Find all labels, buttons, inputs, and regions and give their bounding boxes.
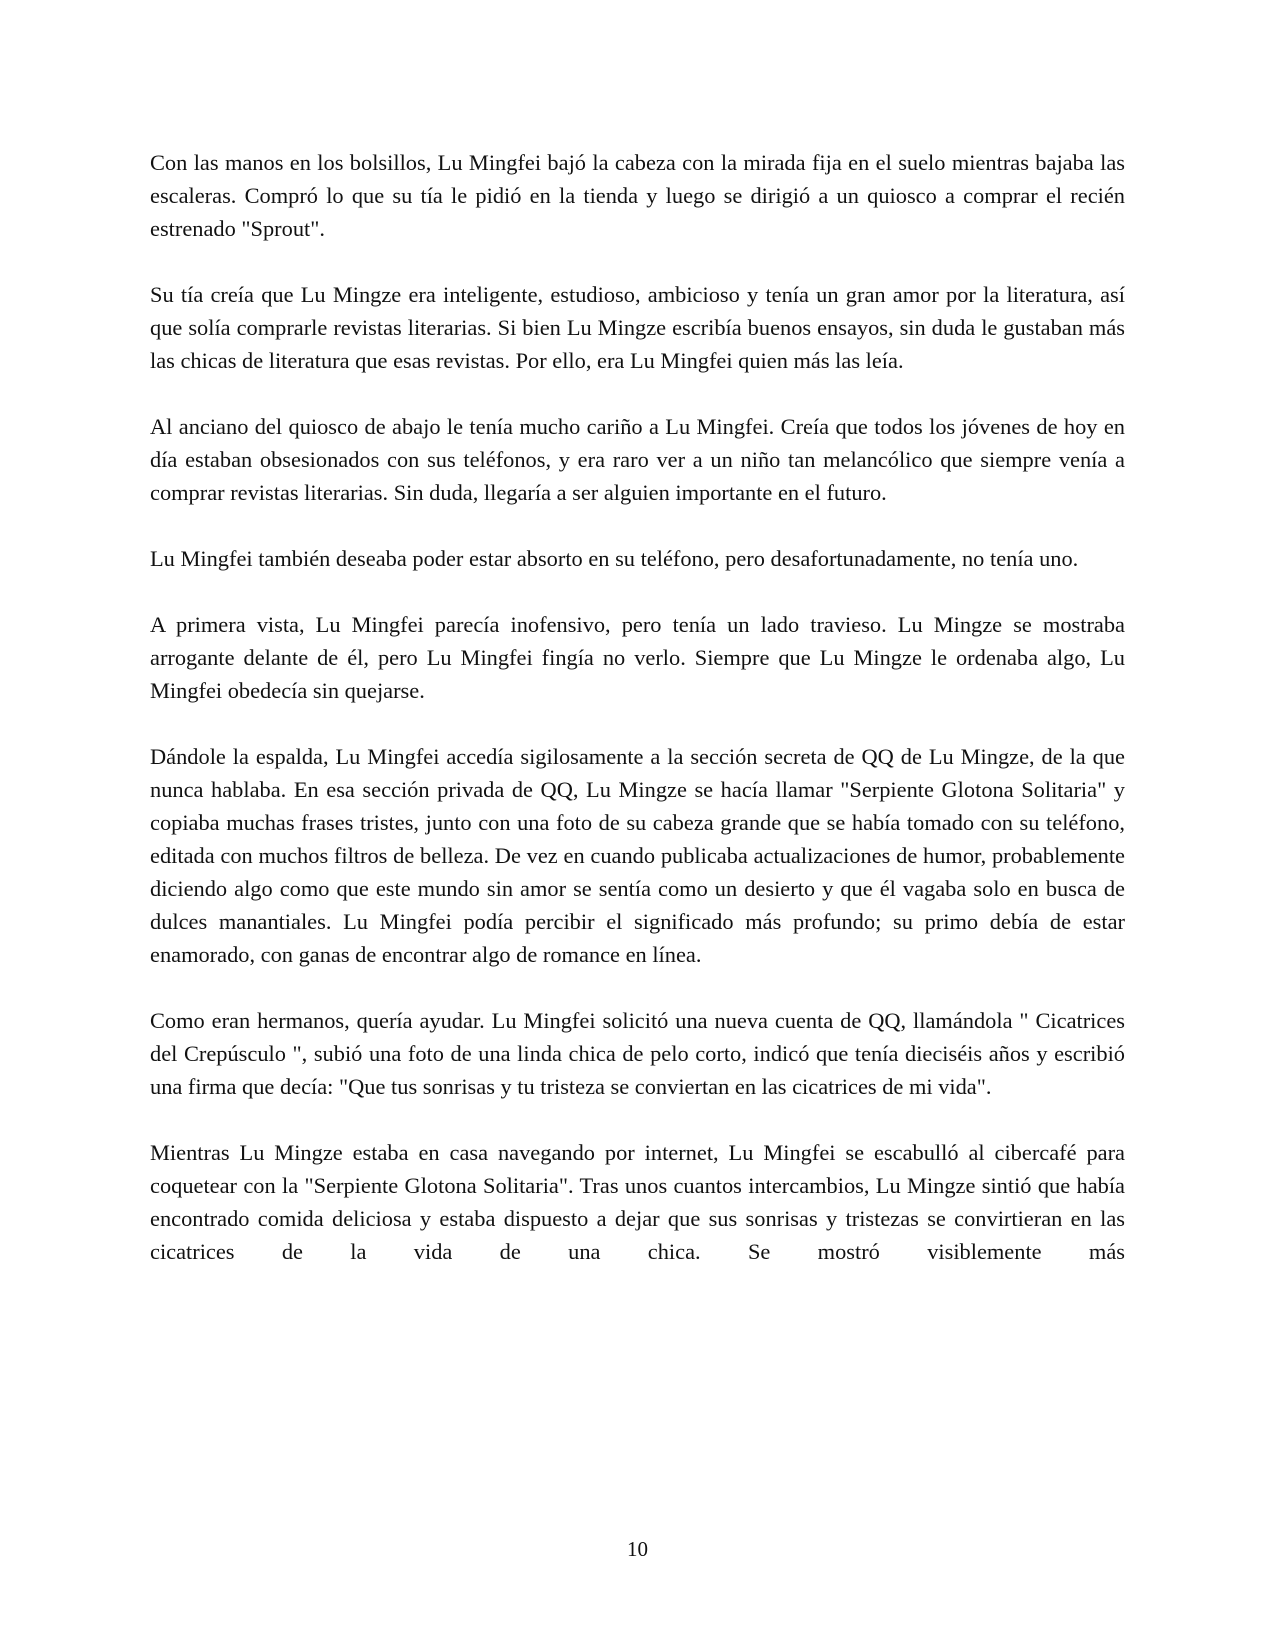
paragraph: A primera vista, Lu Mingfei parecía inofensivo, pero tenía un lado travieso. Lu Mingze se mostraba arrogante delante de él, pero Lu Mingfei fingía no verlo. Siempre que Lu Mingze le ordenaba algo, Lu Mingfei obedecía sin quejarse. <box>150 612 1125 703</box>
paragraph: Lu Mingfei también deseaba poder estar absorto en su teléfono, pero desafortunadamente, no tenía uno. <box>150 546 1079 571</box>
body-text <box>150 146 1125 1268</box>
paragraph: Dándole la espalda, Lu Mingfei accedía sigilosamente a la sección secreta de QQ de Lu Mingze, de la que nunca hablaba. En esa sección privada de QQ, Lu Mingze se hacía llamar "Serpiente Glotona Solitaria" y copiaba muchas frases tristes, junto con una foto de su cabeza grande que se había tomado con su teléfono, editada con muchos filtros de belleza. De vez en cuando publicaba actualizaciones de humor, probablemente diciendo algo como que este mundo sin amor se sentía como un desierto y que él vagaba solo en busca de dulces manantiales. Lu Mingfei podía percibir el significado más profundo; su primo debía de estar enamorado, con ganas de encontrar algo de romance en línea. <box>150 744 1125 967</box>
page-number: 10 <box>627 1537 648 1561</box>
paragraph: Mientras Lu Mingze estaba en casa navegando por internet, Lu Mingfei se escabulló al cibercafé para coquetear con la "Serpiente Glotona Solitaria". Tras unos cuantos intercambios, Lu Mingze sintió que había encontrado comida deliciosa y estaba dispuesto a dejar que sus sonrisas y tristezas se convirtieran en las cicatrices de la vida de una chica. Se mostró visiblemente más <box>150 1140 1125 1264</box>
paragraph: Su tía creía que Lu Mingze era inteligente, estudioso, ambicioso y tenía un gran amor por la literatura, así que solía comprarle revistas literarias. Si bien Lu Mingze escribía buenos ensayos, sin duda le gustaban más las chicas de literatura que esas revistas. Por ello, era Lu Mingfei quien más las leía. <box>150 282 1125 373</box>
paragraph: Con las manos en los bolsillos, Lu Mingfei bajó la cabeza con la mirada fija en el suelo mientras bajaba las escaleras. Compró lo que su tía le pidió en la tienda y luego se dirigió a un quiosco a comprar el recién estrenado "Sprout". <box>150 150 1125 241</box>
paragraph: Al anciano del quiosco de abajo le tenía mucho cariño a Lu Mingfei. Creía que todos los jóvenes de hoy en día estaban obsesionados con sus teléfonos, y era raro ver a un niño tan melancólico que siempre venía a comprar revistas literarias. Sin duda, llegaría a ser alguien importante en el futuro. <box>150 414 1125 505</box>
paragraph: Como eran hermanos, quería ayudar. Lu Mingfei solicitó una nueva cuenta de QQ, llamándola " Cicatrices del Crepúsculo ", subió una foto de una linda chica de pelo corto, indicó que tenía dieciséis años y escribió una firma que decía: "Que tus sonrisas y tu tristeza se conviertan en las cicatrices de mi vida". <box>150 1008 1125 1099</box>
